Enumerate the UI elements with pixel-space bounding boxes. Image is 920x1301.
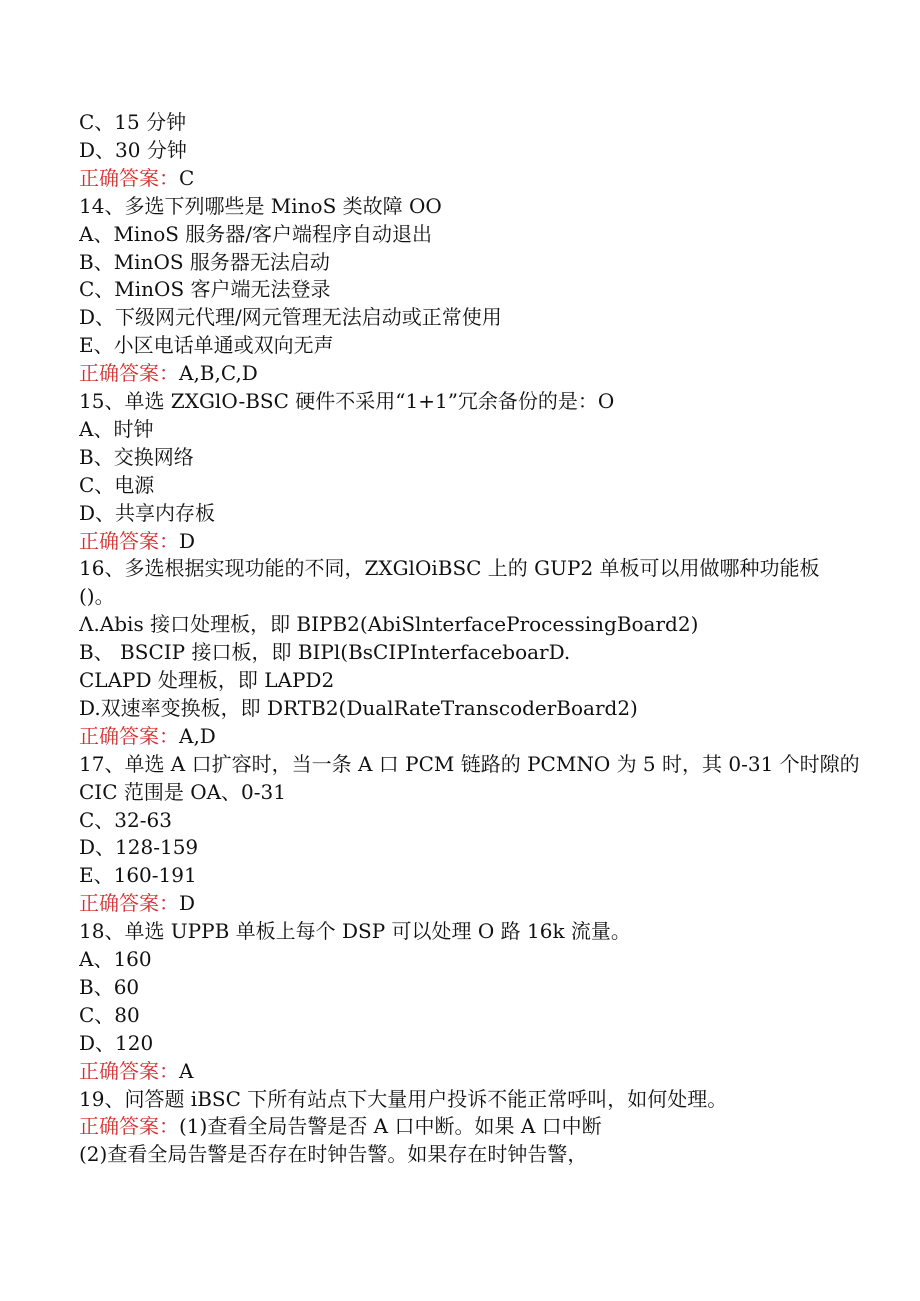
text-line: E、小区电话单通或双向无声	[79, 333, 334, 358]
text-line: Λ.Abis 接口处理板，即 BIPB2(AbiSlnterfaceProcessingBoard2)	[79, 612, 699, 637]
answer-label: 正确答案：	[79, 165, 179, 190]
answer-value: A,B,C,D	[179, 361, 258, 386]
answer-label: 正确答案：	[79, 723, 179, 748]
text-line: 14、多选下列哪些是 MinoS 类故障 OO	[79, 193, 442, 218]
text-line: D、下级网元代理/网元管理无法启动或正常使用	[79, 305, 502, 330]
text-line: B、MinOS 服务器无法启动	[79, 249, 330, 274]
text-line: A、160	[79, 947, 152, 971]
text-line: C、电源	[79, 472, 155, 497]
text-line: 17、单选 A 口扩容时，当一条 A 口 PCM 链路的 PCMNO 为 5 时，其 0-31 个时隙的	[79, 751, 860, 776]
text-line: C、80	[79, 1002, 140, 1027]
text-line: E、160-191	[79, 863, 197, 888]
text-line: C、32-63	[79, 807, 172, 832]
answer-value: D	[179, 528, 196, 553]
answer-line	[79, 1112, 879, 1140]
answer-value: A,D	[179, 723, 216, 748]
answer-label: 正确答案：	[79, 361, 179, 386]
answer-value: D	[179, 891, 196, 916]
answer-line	[79, 359, 879, 387]
text-line: C、MinOS 客户端无法登录	[79, 277, 331, 302]
text-line: A、MinoS 服务器/客户端程序自动退出	[79, 221, 433, 246]
answer-label: 正确答案：	[79, 528, 179, 553]
text-line: B、 BSCIP 接口板，即 BIPl(BsCIPInterfaceboarD.	[79, 640, 571, 665]
answer-value: (1)查看全局告警是否 A 口中断。如果 A 口中断	[179, 1114, 602, 1139]
text-line: 16、多选根据实现功能的不同，ZXGlOiBSC 上的 GUP2 单板可以用做哪种功能板	[79, 556, 820, 581]
answer-line	[79, 1057, 879, 1085]
answer-line	[79, 527, 879, 555]
answer-line	[79, 889, 879, 917]
text-line: (2)查看全局告警是否存在时钟告警。如果存在时钟告警，	[79, 1142, 588, 1167]
answer-label: 正确答案：	[79, 1058, 179, 1083]
answer-line	[79, 164, 879, 192]
text-line: A、时钟	[79, 416, 154, 441]
text-line: 18、单选 UPPB 单板上每个 DSP 可以处理 O 路 16k 流量。	[79, 919, 631, 944]
text-line: ()。	[79, 584, 115, 609]
answer-label: 正确答案：	[79, 1114, 179, 1139]
text-line: 15、单选 ZXGlO-BSC 硬件不采用“1+1”冗余备份的是：O	[79, 389, 615, 413]
text-line: D.双速率变换板，即 DRTB2(DualRateTranscoderBoard2)	[79, 695, 638, 720]
text-line: CIC 范围是 OA、0-31	[79, 779, 286, 804]
text-line: D、120	[79, 1030, 154, 1055]
text-line: B、60	[79, 974, 140, 999]
text-line: CLAPD 处理板，即 LAPD2	[79, 668, 335, 692]
answer-value: C	[179, 165, 195, 190]
text-line: 19、问答题 iBSC 下所有站点下大量用户投诉不能正常呼叫，如何处理。	[79, 1086, 728, 1111]
text-line: C、15 分钟	[79, 110, 187, 134]
answer-label: 正确答案：	[79, 891, 179, 916]
text-line: D、128-159	[79, 835, 199, 860]
text-line: B、交换网络	[79, 444, 194, 469]
text-line: D、30 分钟	[79, 137, 187, 162]
answer-line	[79, 722, 879, 750]
answer-value: A	[179, 1058, 194, 1083]
text-line: D、共享内存板	[79, 500, 216, 525]
